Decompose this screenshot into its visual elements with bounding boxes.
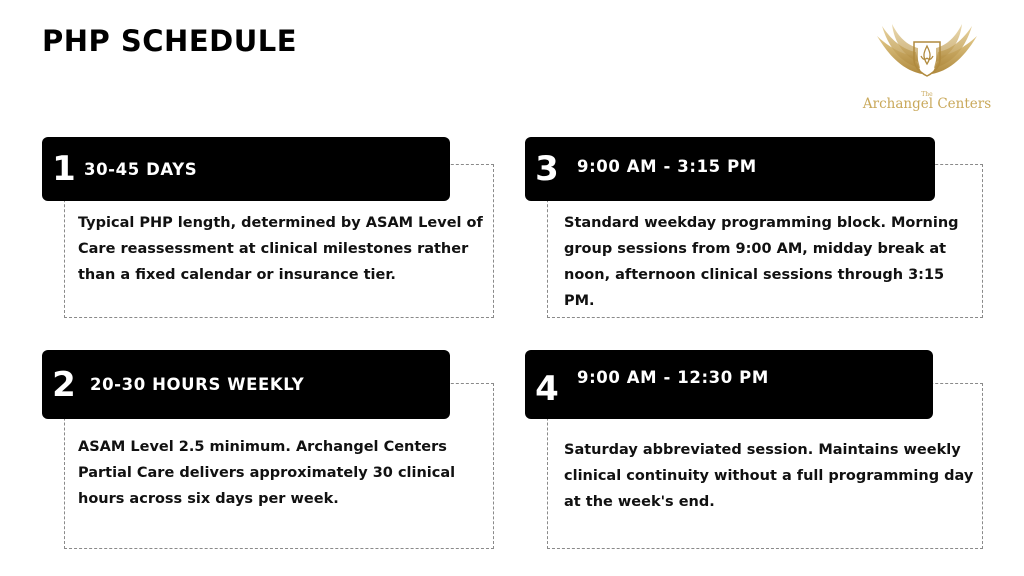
card-3-label: 9:00 AM - 3:15 PM <box>577 156 757 176</box>
card-4-number: 4 <box>535 368 559 409</box>
card-2-label: 20-30 HOURS WEEKLY <box>90 375 305 394</box>
card-3-header <box>525 137 935 201</box>
card-2-number: 2 <box>52 364 76 405</box>
card-1-label: 30-45 DAYS <box>84 159 198 179</box>
page-title: PHP SCHEDULE <box>42 24 298 58</box>
card-3-number: 3 <box>535 149 559 189</box>
card-1-description: Typical PHP length, determined by ASAM Level of Care reassessment at clinical milestones rather than a fixed calendar or insurance tier. <box>78 215 483 283</box>
svg-text:Archangel Centers: Archangel Centers <box>862 96 992 112</box>
card-4-label: 9:00 AM - 12:30 PM <box>577 368 769 387</box>
card-1-header <box>42 137 450 201</box>
card-1-number: 1 <box>52 149 76 189</box>
archangel-centers-logo <box>852 16 1002 121</box>
winged-crest-icon <box>852 16 1002 121</box>
card-2-header <box>42 350 450 419</box>
card-4-header <box>525 350 933 419</box>
card-4-description: Saturday abbreviated session. Maintains weekly clinical continuity without a full programming day at the week's end. <box>564 442 974 510</box>
svg-text:The: The <box>921 91 933 98</box>
card-3-description: Standard weekday programming block. Morning group sessions from 9:00 AM, midday break at noon, afternoon clinical sessions through 3:15 PM. <box>564 215 959 309</box>
card-2-description: ASAM Level 2.5 minimum. Archangel Centers Partial Care delivers approximately 30 clinical hours across six days per week. <box>78 439 456 507</box>
